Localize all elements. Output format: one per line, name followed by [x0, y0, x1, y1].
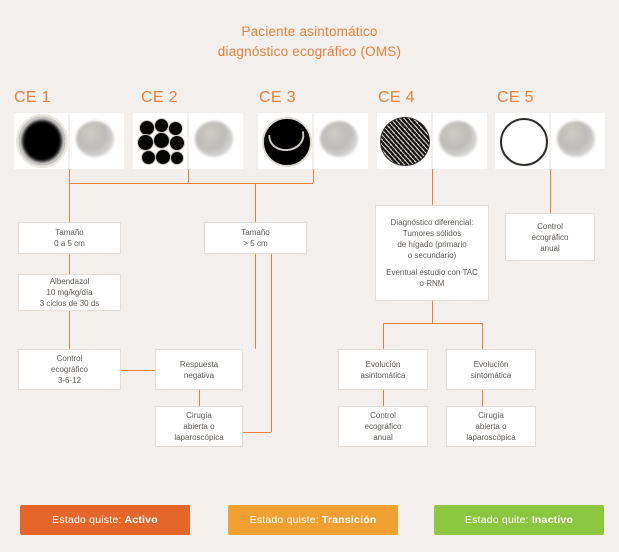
ultrasound-scan-ce3-icon — [314, 113, 368, 169]
stage-label-ce3: CE 3 — [259, 89, 296, 106]
legend-activo-prefix: Estado quiste: — [52, 514, 122, 526]
ultrasound-scan-ce4-icon — [433, 113, 487, 169]
node-control-anual-ce5: Control ecográfico anual — [505, 213, 595, 261]
node-cirugia-1: Cirugía abierta o laparoscópica — [155, 406, 243, 447]
ultrasound-scan-ce5-icon — [551, 113, 605, 169]
ultrasound-pair-ce1 — [14, 113, 124, 169]
legend-inactivo-prefix: Estado quite: — [464, 514, 529, 526]
node-cirugia-2: Cirugía abierta o laparoscópica — [446, 406, 536, 447]
legend-transicion-prefix: Estado quiste: — [249, 514, 319, 526]
ultrasound-calcified-cyst-icon — [495, 113, 549, 169]
ultrasound-pair-ce3 — [258, 113, 368, 169]
node-diagnostico-diferencial: Diagnóstico diferencial: Tumores sólidos de hígado (primario o secundario) Eventual estudio con TAC o RNM — [375, 205, 489, 301]
node-tamano-pequeno: Tamaño 0 a 5 cm — [18, 222, 121, 254]
legend-inactivo-value: Inactivo — [531, 514, 574, 526]
ultrasound-pair-ce5 — [495, 113, 605, 169]
page-title — [0, 22, 619, 62]
node-evolucion-asintomatica: Evolución asintomática — [338, 349, 428, 390]
ultrasound-scan-ce1-icon — [70, 113, 124, 169]
ultrasound-pair-ce4 — [377, 113, 487, 169]
node-tamano-grande: Tamaño > 5 cm — [204, 222, 307, 254]
legend-activo-value: Activo — [124, 514, 158, 526]
stage-label-ce5: CE 5 — [497, 89, 534, 106]
node-respuesta-negativa: Respuesta negativa — [155, 349, 243, 390]
ultrasound-pair-ce2 — [133, 113, 243, 169]
node-evolucion-sintomatica: Evolución sintomática — [446, 349, 536, 390]
ultrasound-anechoic-cyst-icon — [14, 113, 68, 169]
ultrasound-scan-ce2-icon — [189, 113, 243, 169]
legend-inactivo — [434, 505, 604, 535]
node-control-ecografico-3-6-12: Control ecográfico 3-6-12 — [18, 349, 121, 390]
page-title-line1: Paciente asintomático — [241, 24, 378, 39]
stage-label-ce1: CE 1 — [14, 89, 51, 106]
node-albendazol: Albendazol 10 mg/kg/día 3 ciclos de 30 ds — [18, 274, 121, 311]
legend-activo — [20, 505, 190, 535]
ultrasound-multivesicular-cyst-icon — [133, 113, 187, 169]
stage-label-ce2: CE 2 — [141, 89, 178, 106]
stage-label-ce4: CE 4 — [378, 89, 415, 106]
legend-transicion-value: Transición — [321, 514, 377, 526]
page-title-line2: diagnóstico ecográfico (OMS) — [217, 44, 402, 59]
ultrasound-heterogeneous-mass-icon — [377, 113, 431, 169]
legend-transicion — [228, 505, 398, 535]
node-control-anual-ce4: Control ecográfico anual — [338, 406, 428, 447]
ultrasound-detached-membrane-cyst-icon — [258, 113, 312, 169]
